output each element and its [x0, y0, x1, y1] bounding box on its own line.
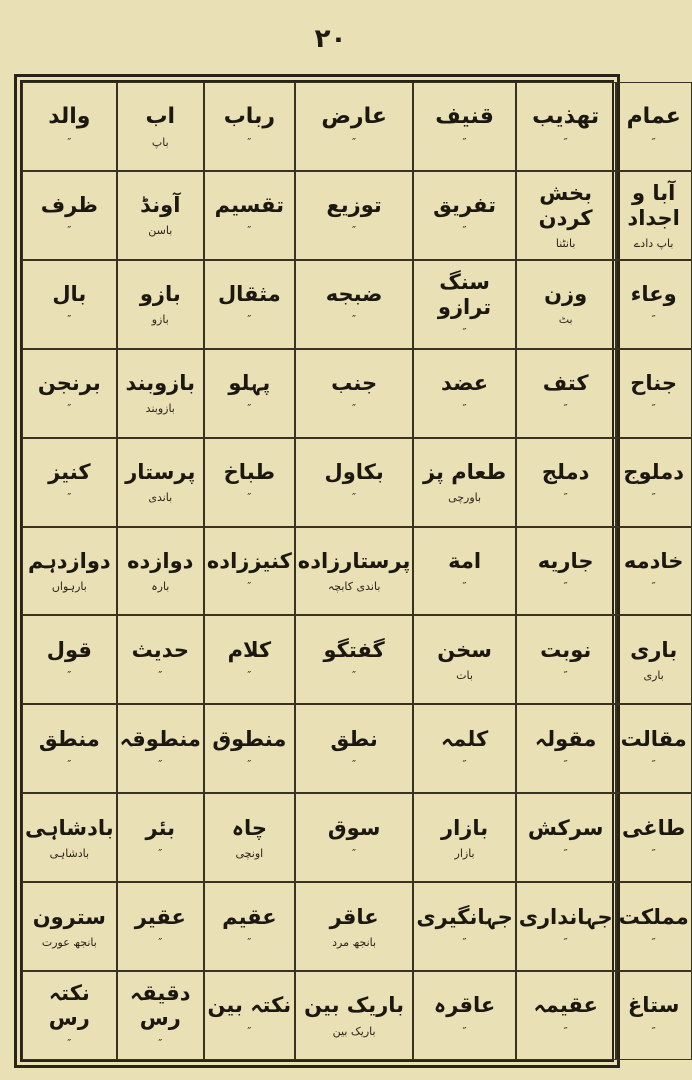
- cell-meaning: بازار: [454, 846, 475, 860]
- table-cell: [295, 793, 414, 882]
- ditto-mark: ″: [563, 669, 568, 682]
- cell-word: برنجن: [37, 371, 101, 396]
- cell-word: منطق: [38, 726, 100, 751]
- table-cell: [117, 971, 204, 1060]
- ditto-mark: ″: [67, 313, 72, 327]
- ditto-mark: ″: [67, 669, 72, 682]
- cell-word: طباخ: [223, 459, 276, 484]
- cell-word: سوق: [327, 815, 381, 840]
- cell-word: طعام پز: [422, 459, 507, 484]
- ditto-mark: ″: [67, 224, 72, 238]
- cell-word: جناح: [630, 371, 678, 396]
- ditto-mark: ″: [462, 325, 467, 339]
- ditto-mark: ″: [247, 224, 252, 238]
- ditto-mark: ″: [158, 846, 163, 860]
- table-cell: [295, 438, 414, 527]
- ditto-mark: ″: [67, 491, 72, 505]
- cell-word: دقیقہ رس: [130, 980, 191, 1031]
- table-cell: [295, 704, 414, 793]
- ditto-mark: ″: [651, 935, 656, 949]
- table-cell: [616, 82, 692, 171]
- ditto-mark: ″: [563, 491, 568, 505]
- table-cell: [22, 793, 117, 882]
- table-cell: [616, 793, 692, 882]
- ditto-mark: ″: [352, 846, 357, 860]
- cell-word: ضبجه: [325, 282, 383, 307]
- table-cell: [616, 527, 692, 616]
- table-cell: [22, 882, 117, 971]
- table-cell: [295, 615, 414, 704]
- cell-word: مثقال: [217, 282, 281, 307]
- cell-word: والد: [48, 103, 91, 129]
- ditto-mark: ″: [247, 1024, 252, 1038]
- table-cell: [22, 704, 117, 793]
- table-cell: [616, 971, 692, 1060]
- cell-word: باری: [630, 637, 678, 662]
- cell-word: پرستار: [125, 459, 196, 484]
- cell-word: تهذیب: [532, 103, 600, 129]
- cell-word: گفتگو: [323, 637, 385, 662]
- table-cell: [413, 438, 515, 527]
- cell-word: نطق: [330, 726, 378, 751]
- cell-meaning: باندی: [148, 491, 173, 505]
- table-cell: [295, 971, 414, 1060]
- cell-word: قنیف: [435, 103, 494, 129]
- ditto-mark: ″: [462, 1024, 467, 1038]
- ditto-mark: ″: [563, 757, 568, 771]
- ditto-mark: ″: [247, 580, 252, 594]
- ditto-mark: ″: [247, 402, 252, 416]
- table-cell: [295, 82, 414, 171]
- table-cell: [22, 82, 117, 171]
- table-cell: [204, 82, 295, 171]
- cell-word: سترون: [32, 904, 106, 929]
- table-cell: [22, 527, 117, 616]
- cell-word: رباب: [223, 103, 275, 129]
- table-cell: [413, 171, 515, 260]
- table-cell: [616, 438, 692, 527]
- ditto-mark: ″: [352, 224, 357, 238]
- ditto-mark: ″: [247, 136, 252, 150]
- cell-word: امة: [448, 548, 482, 573]
- cell-word: جنب: [331, 371, 378, 396]
- ditto-mark: ″: [158, 935, 163, 949]
- ditto-mark: ″: [247, 313, 252, 327]
- table-cell: [616, 615, 692, 704]
- cell-word: کنیززاده: [206, 548, 292, 573]
- ditto-mark: ″: [247, 491, 252, 505]
- ditto-mark: ″: [158, 669, 163, 682]
- table-cell: [516, 882, 616, 971]
- ditto-mark: ″: [352, 402, 357, 416]
- ditto-mark: ″: [462, 580, 467, 594]
- cell-meaning: باسن: [148, 224, 173, 238]
- table-cell: [516, 260, 616, 349]
- cell-word: بکاول: [324, 459, 384, 484]
- cell-word: بادشاہی: [25, 815, 114, 840]
- cell-meaning: بٹ: [558, 313, 573, 327]
- ditto-mark: ″: [651, 846, 656, 860]
- ditto-mark: ″: [651, 491, 656, 505]
- cell-word: منطوقہ: [119, 726, 201, 751]
- ditto-mark: ″: [462, 935, 467, 949]
- cell-word: پہلو: [228, 371, 271, 396]
- table-cell: [22, 171, 117, 260]
- ditto-mark: ″: [563, 846, 568, 860]
- cell-word: خادمه: [623, 548, 684, 573]
- table-cell: [516, 527, 616, 616]
- table-cell: [117, 171, 204, 260]
- cell-meaning: باپ: [151, 136, 169, 150]
- cell-word: جہانداری: [518, 904, 613, 929]
- cell-word: ظرف: [40, 193, 98, 218]
- table-cell: [516, 82, 616, 171]
- cell-word: تقسیم: [214, 193, 285, 218]
- cell-word: آبا و اجداد: [627, 180, 680, 230]
- cell-meaning: بانجھ عورت: [41, 935, 97, 949]
- cell-word: حدیث: [131, 637, 189, 662]
- table-cell: [204, 971, 295, 1060]
- table-cell: [295, 260, 414, 349]
- ditto-mark: ″: [67, 402, 72, 416]
- table-cell: [295, 349, 414, 438]
- ditto-mark: ″: [563, 136, 568, 150]
- cell-word: طاغی: [622, 815, 686, 840]
- cell-word: مملکت: [618, 904, 689, 929]
- table-cell: [22, 971, 117, 1060]
- ditto-mark: ″: [563, 1024, 568, 1038]
- table-cell: [22, 615, 117, 704]
- table-cell: [413, 882, 515, 971]
- cell-meaning: بانٹنا: [555, 237, 576, 251]
- table-cell: [204, 882, 295, 971]
- table-cell: [413, 704, 515, 793]
- cell-word: کلمہ: [440, 726, 489, 751]
- cell-word: توزیع: [326, 193, 382, 218]
- table-cell: [295, 527, 414, 616]
- table-cell: [204, 793, 295, 882]
- table-cell: [117, 349, 204, 438]
- cell-word: تفریق: [433, 193, 497, 218]
- table-cell: [516, 615, 616, 704]
- cell-word: منطوق: [212, 726, 287, 751]
- cell-meaning: بات: [456, 669, 473, 682]
- ditto-mark: ″: [158, 1037, 163, 1051]
- table-cell: [516, 793, 616, 882]
- table-cell: [117, 793, 204, 882]
- cell-word: کنیز: [48, 459, 91, 484]
- cell-meaning: بارہ: [151, 580, 170, 594]
- cell-word: بال: [52, 282, 87, 307]
- table-cell: [616, 349, 692, 438]
- cell-meaning: بانجھ مرد: [332, 935, 377, 949]
- cell-word: آونڈ: [140, 193, 181, 218]
- ditto-mark: ″: [651, 757, 656, 771]
- table-cell: [413, 615, 515, 704]
- cell-meaning: باندی کابچہ: [327, 580, 381, 594]
- cell-word: عمام: [626, 103, 681, 129]
- cell-word: نکتہ رس: [48, 980, 90, 1031]
- vocabulary-table: [20, 80, 689, 1062]
- cell-word: عقیم: [222, 904, 277, 929]
- table-cell: [22, 260, 117, 349]
- ditto-mark: ″: [67, 136, 72, 150]
- cell-word: عقیمہ: [533, 993, 598, 1018]
- cell-word: جاریه: [537, 548, 594, 573]
- cell-word: سرکش: [527, 815, 604, 840]
- cell-word: پرستارزاده: [297, 548, 411, 573]
- cell-word: سخن: [437, 637, 492, 662]
- ditto-mark: ″: [651, 580, 656, 594]
- table-cell: [204, 527, 295, 616]
- table-cell: [413, 349, 515, 438]
- ditto-mark: ″: [352, 757, 357, 771]
- table-cell: [616, 704, 692, 793]
- cell-word: دوازده: [127, 548, 194, 573]
- ditto-mark: ″: [563, 935, 568, 949]
- cell-word: بازوبند: [125, 371, 196, 396]
- cell-word: دملج: [541, 459, 590, 484]
- cell-word: مقولہ: [534, 726, 597, 751]
- ditto-mark: ″: [462, 136, 467, 150]
- table-cell: [413, 82, 515, 171]
- cell-word: ستاغ: [627, 993, 680, 1018]
- table-cell: [117, 615, 204, 704]
- cell-word: وزن: [544, 282, 588, 307]
- ditto-mark: ″: [247, 757, 252, 771]
- table-cell: [616, 260, 692, 349]
- cell-word: اب: [145, 103, 176, 129]
- ditto-mark: ″: [462, 757, 467, 771]
- cell-word: دوازدہم: [27, 548, 111, 573]
- table-cell: [516, 438, 616, 527]
- table-cell: [204, 615, 295, 704]
- ditto-mark: ″: [352, 669, 357, 682]
- cell-word: وعاء: [630, 282, 677, 307]
- ditto-mark: ″: [651, 402, 656, 416]
- table-cell: [516, 171, 616, 260]
- ditto-mark: ″: [651, 313, 656, 327]
- cell-word: چاہ: [231, 815, 268, 840]
- table-cell: [413, 971, 515, 1060]
- cell-word: مقالت: [620, 726, 687, 751]
- table-cell: [413, 260, 515, 349]
- cell-word: بخش کردن: [538, 180, 593, 230]
- cell-word: کلام: [227, 637, 272, 662]
- cell-word: بئر: [145, 815, 176, 840]
- cell-word: دملوج: [623, 459, 684, 484]
- cell-word: عقیر: [134, 904, 186, 929]
- cell-word: بازو: [139, 282, 181, 307]
- cell-meaning: بادشاہی: [49, 846, 90, 860]
- ditto-mark: ″: [462, 402, 467, 416]
- page-number: ۲۰: [314, 24, 347, 54]
- cell-word: عضد: [440, 371, 489, 396]
- cell-meaning: اونچی: [235, 846, 264, 860]
- cell-word: جہانگیری: [416, 904, 513, 929]
- table-cell: [204, 171, 295, 260]
- table-cell: [204, 260, 295, 349]
- table-cell: [413, 793, 515, 882]
- table-cell: [616, 171, 692, 260]
- cell-meaning: باریک بین: [332, 1024, 376, 1038]
- table-cell: [295, 171, 414, 260]
- cell-word: قول: [46, 637, 92, 662]
- ditto-mark: ″: [563, 580, 568, 594]
- table-cell: [516, 971, 616, 1060]
- cell-word: کتف: [542, 371, 589, 396]
- cell-meaning: بارہواں: [51, 580, 87, 594]
- cell-meaning: باری: [643, 669, 664, 682]
- cell-word: عاقر: [329, 904, 379, 929]
- ditto-mark: ″: [651, 1024, 656, 1038]
- table-cell: [295, 882, 414, 971]
- ditto-mark: ″: [352, 491, 357, 505]
- table-cell: [204, 349, 295, 438]
- table-cell: [22, 349, 117, 438]
- table-cell: [117, 704, 204, 793]
- cell-word: عارض: [321, 103, 387, 129]
- ditto-mark: ″: [158, 757, 163, 771]
- table-cell: [204, 438, 295, 527]
- table-cell: [516, 704, 616, 793]
- cell-meaning: باپ دادے: [633, 237, 674, 251]
- table-cell: [117, 438, 204, 527]
- cell-word: نوبت: [540, 637, 592, 662]
- ditto-mark: ″: [462, 224, 467, 238]
- ditto-mark: ″: [247, 669, 252, 682]
- cell-meaning: بازو: [151, 313, 169, 327]
- table-cell: [117, 82, 204, 171]
- table-cell: [616, 882, 692, 971]
- ditto-mark: ″: [651, 136, 656, 150]
- table-cell: [22, 438, 117, 527]
- table-cell: [117, 260, 204, 349]
- table-cell: [117, 527, 204, 616]
- ditto-mark: ″: [247, 935, 252, 949]
- cell-meaning: باورچی: [448, 491, 482, 505]
- table-cell: [413, 527, 515, 616]
- ditto-mark: ″: [563, 402, 568, 416]
- cell-word: نکتہ بین: [207, 993, 292, 1018]
- table-cell: [204, 704, 295, 793]
- ditto-mark: ″: [67, 1037, 72, 1051]
- cell-meaning: بازوبند: [145, 402, 175, 416]
- cell-word: باریک بین: [304, 993, 405, 1018]
- cell-word: سنگ ترازو: [437, 269, 492, 319]
- ditto-mark: ″: [352, 136, 357, 150]
- cell-word: بازار: [440, 815, 489, 840]
- table-cell: [516, 349, 616, 438]
- cell-word: عاقرہ: [433, 993, 496, 1018]
- table-cell: [117, 882, 204, 971]
- ditto-mark: ″: [67, 757, 72, 771]
- ditto-mark: ″: [352, 313, 357, 327]
